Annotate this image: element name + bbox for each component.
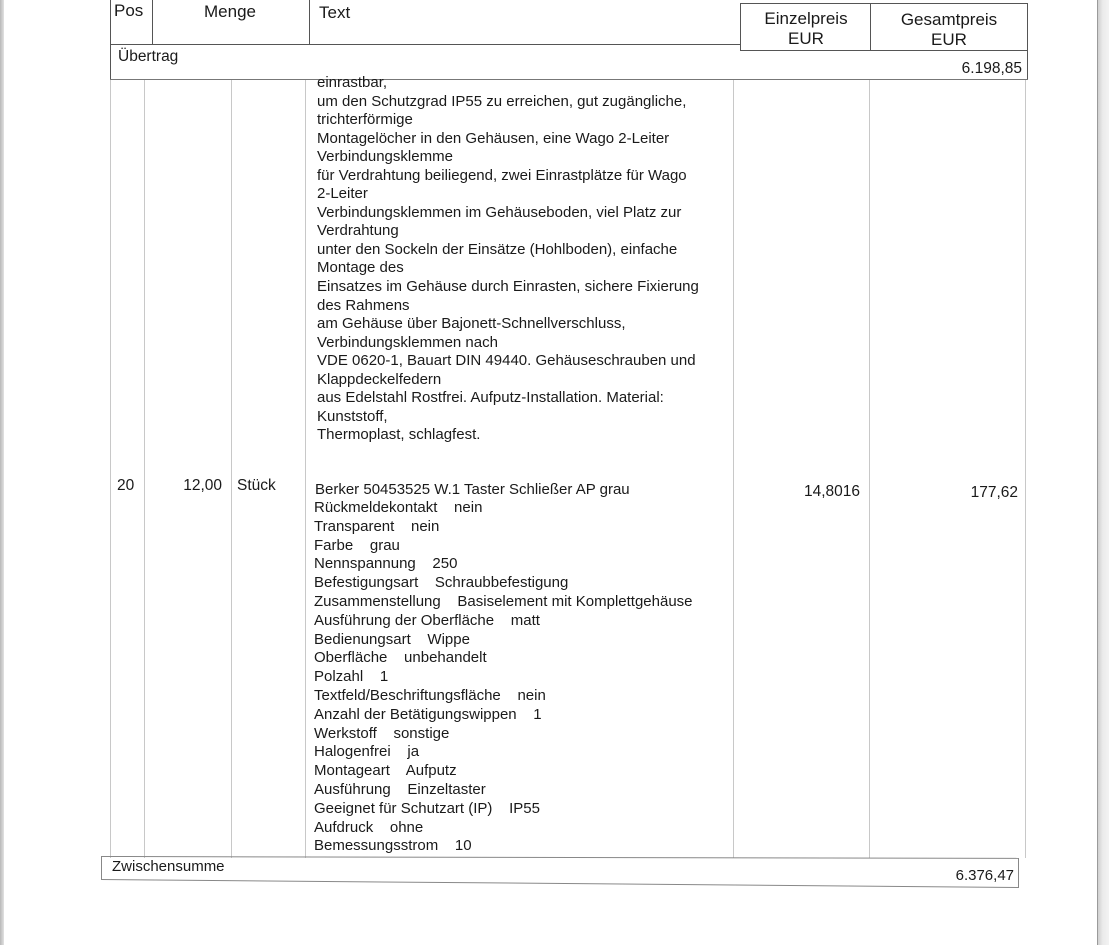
- header-einzelpreis-currency: EUR: [788, 29, 824, 48]
- item-continued-text: [317, 74, 699, 445]
- description-line: unter den Sockeln der Einsätze (Hohlboden), einfache: [317, 240, 678, 258]
- description-line: des Rahmens: [317, 296, 410, 314]
- col-line-left: [110, 80, 111, 858]
- col-line-text: [733, 80, 734, 858]
- uebertrag-label: Übertrag: [118, 48, 179, 65]
- col-line-unit: [305, 80, 306, 858]
- attribute-line: Zusammenstellung Basiselement mit Komplettgehäuse: [314, 592, 693, 610]
- header-menge: Menge: [204, 2, 256, 21]
- item-attributes: [314, 499, 693, 856]
- description-line: Einsatzes im Gehäuse durch Einrasten, sichere Fixierung: [317, 278, 699, 296]
- attribute-line: Nennspannung 250: [314, 555, 458, 573]
- header-right-border: [1027, 3, 1028, 79]
- col-line-menge: [231, 80, 232, 858]
- header-pos: Pos: [114, 1, 144, 20]
- header-left-border: [110, 0, 111, 79]
- zwischensumme-label: Zwischensumme: [112, 858, 225, 875]
- description-line: Verbindungsklemmen nach: [317, 333, 498, 351]
- col-line-pos: [144, 80, 145, 858]
- description-line: Kunststoff,: [317, 407, 388, 425]
- attribute-line: Ausführung Einzeltaster: [314, 780, 486, 798]
- attribute-line: Anzahl der Betätigungswippen 1: [314, 705, 542, 723]
- header-divider-pos: [152, 0, 153, 44]
- header-top-border: [740, 3, 1028, 4]
- attribute-line: Polzahl 1: [314, 668, 389, 686]
- header-bottom-border-right: [740, 50, 1028, 51]
- attribute-line: Transparent nein: [314, 517, 440, 535]
- col-line-right: [1025, 80, 1026, 858]
- header-gesamtpreis: [871, 10, 1027, 50]
- col-line-einzel: [869, 80, 870, 858]
- description-line: einrastbar,: [317, 74, 388, 91]
- description-line: aus Edelstahl Rostfrei. Aufputz-Installation. Material:: [317, 389, 664, 407]
- zwischensumme-right-border: [1018, 858, 1019, 888]
- description-line: trichterförmige: [317, 111, 413, 129]
- description-line: Thermoplast, schlagfest.: [317, 426, 481, 444]
- description-line: Klappdeckelfedern: [317, 370, 442, 388]
- zwischensumme-left-border: [101, 856, 102, 879]
- header-einzelpreis-label: Einzelpreis: [764, 9, 848, 28]
- attribute-line: Textfeld/Beschriftungsfläche nein: [314, 686, 546, 704]
- header-text: Text: [319, 3, 351, 22]
- description-line: am Gehäuse über Bajonett-Schnellverschluss,: [317, 315, 626, 333]
- zwischensumme-value: 6.376,47: [955, 867, 1014, 884]
- description-line: für Verdrahtung beiliegend, zwei Einrastplätze für Wago: [317, 166, 687, 184]
- item-total-price: 177,62: [970, 484, 1018, 501]
- attribute-line: Ausführung der Oberfläche matt: [314, 611, 540, 629]
- description-line: Montage des: [317, 259, 404, 277]
- description-line: Verbindungsklemme: [317, 148, 453, 166]
- uebertrag-value: 6.198,85: [961, 60, 1022, 77]
- item-pos: 20: [117, 477, 135, 494]
- attribute-line: Bedienungsart Wippe: [314, 630, 470, 648]
- attribute-line: Halogenfrei ja: [314, 743, 420, 761]
- attribute-line: Farbe grau: [314, 536, 400, 554]
- header-gesamtpreis-currency: EUR: [931, 30, 967, 49]
- attribute-line: Befestigungsart Schraubbefestigung: [314, 574, 569, 592]
- attribute-line: Rückmeldekontakt nein: [314, 499, 483, 516]
- header-einzelpreis: [742, 9, 870, 49]
- header-bottom-border-left: [110, 44, 740, 45]
- description-line: 2-Leiter: [317, 185, 368, 203]
- header-divider-text: [740, 3, 741, 50]
- page-edge-right: [1097, 0, 1109, 945]
- item-unit-price: 14,8016: [803, 483, 860, 500]
- description-line: um den Schutzgrad IP55 zu erreichen, gut zugängliche,: [317, 92, 687, 110]
- attribute-line: Montageart Aufputz: [314, 762, 457, 780]
- attribute-line: Geeignet für Schutzart (IP) IP55: [314, 799, 540, 817]
- item-title: Berker 50453525 W.1 Taster Schließer AP grau: [315, 481, 630, 498]
- header-divider-menge: [309, 0, 310, 44]
- description-line: Verbindungsklemmen im Gehäuseboden, viel Platz zur: [317, 203, 682, 221]
- zwischensumme-top-border: [101, 856, 1019, 859]
- attribute-line: Oberfläche unbehandelt: [314, 649, 487, 667]
- description-line: Montagelöcher in den Gehäusen, eine Wago 2-Leiter: [317, 129, 670, 147]
- attribute-line: Werkstoff sonstige: [314, 724, 450, 742]
- zwischensumme-bottom-border: [101, 879, 1019, 888]
- description-line: Verdrahtung: [317, 222, 399, 240]
- item-quantity: 12,00: [183, 477, 222, 494]
- header-gesamtpreis-label: Gesamtpreis: [900, 10, 998, 29]
- attribute-line: Aufdruck ohne: [314, 818, 424, 836]
- description-line: VDE 0620-1, Bauart DIN 49440. Gehäuseschrauben und: [317, 352, 696, 370]
- item-unit: Stück: [237, 477, 276, 494]
- attribute-line: Bemessungsstrom 10: [314, 837, 472, 855]
